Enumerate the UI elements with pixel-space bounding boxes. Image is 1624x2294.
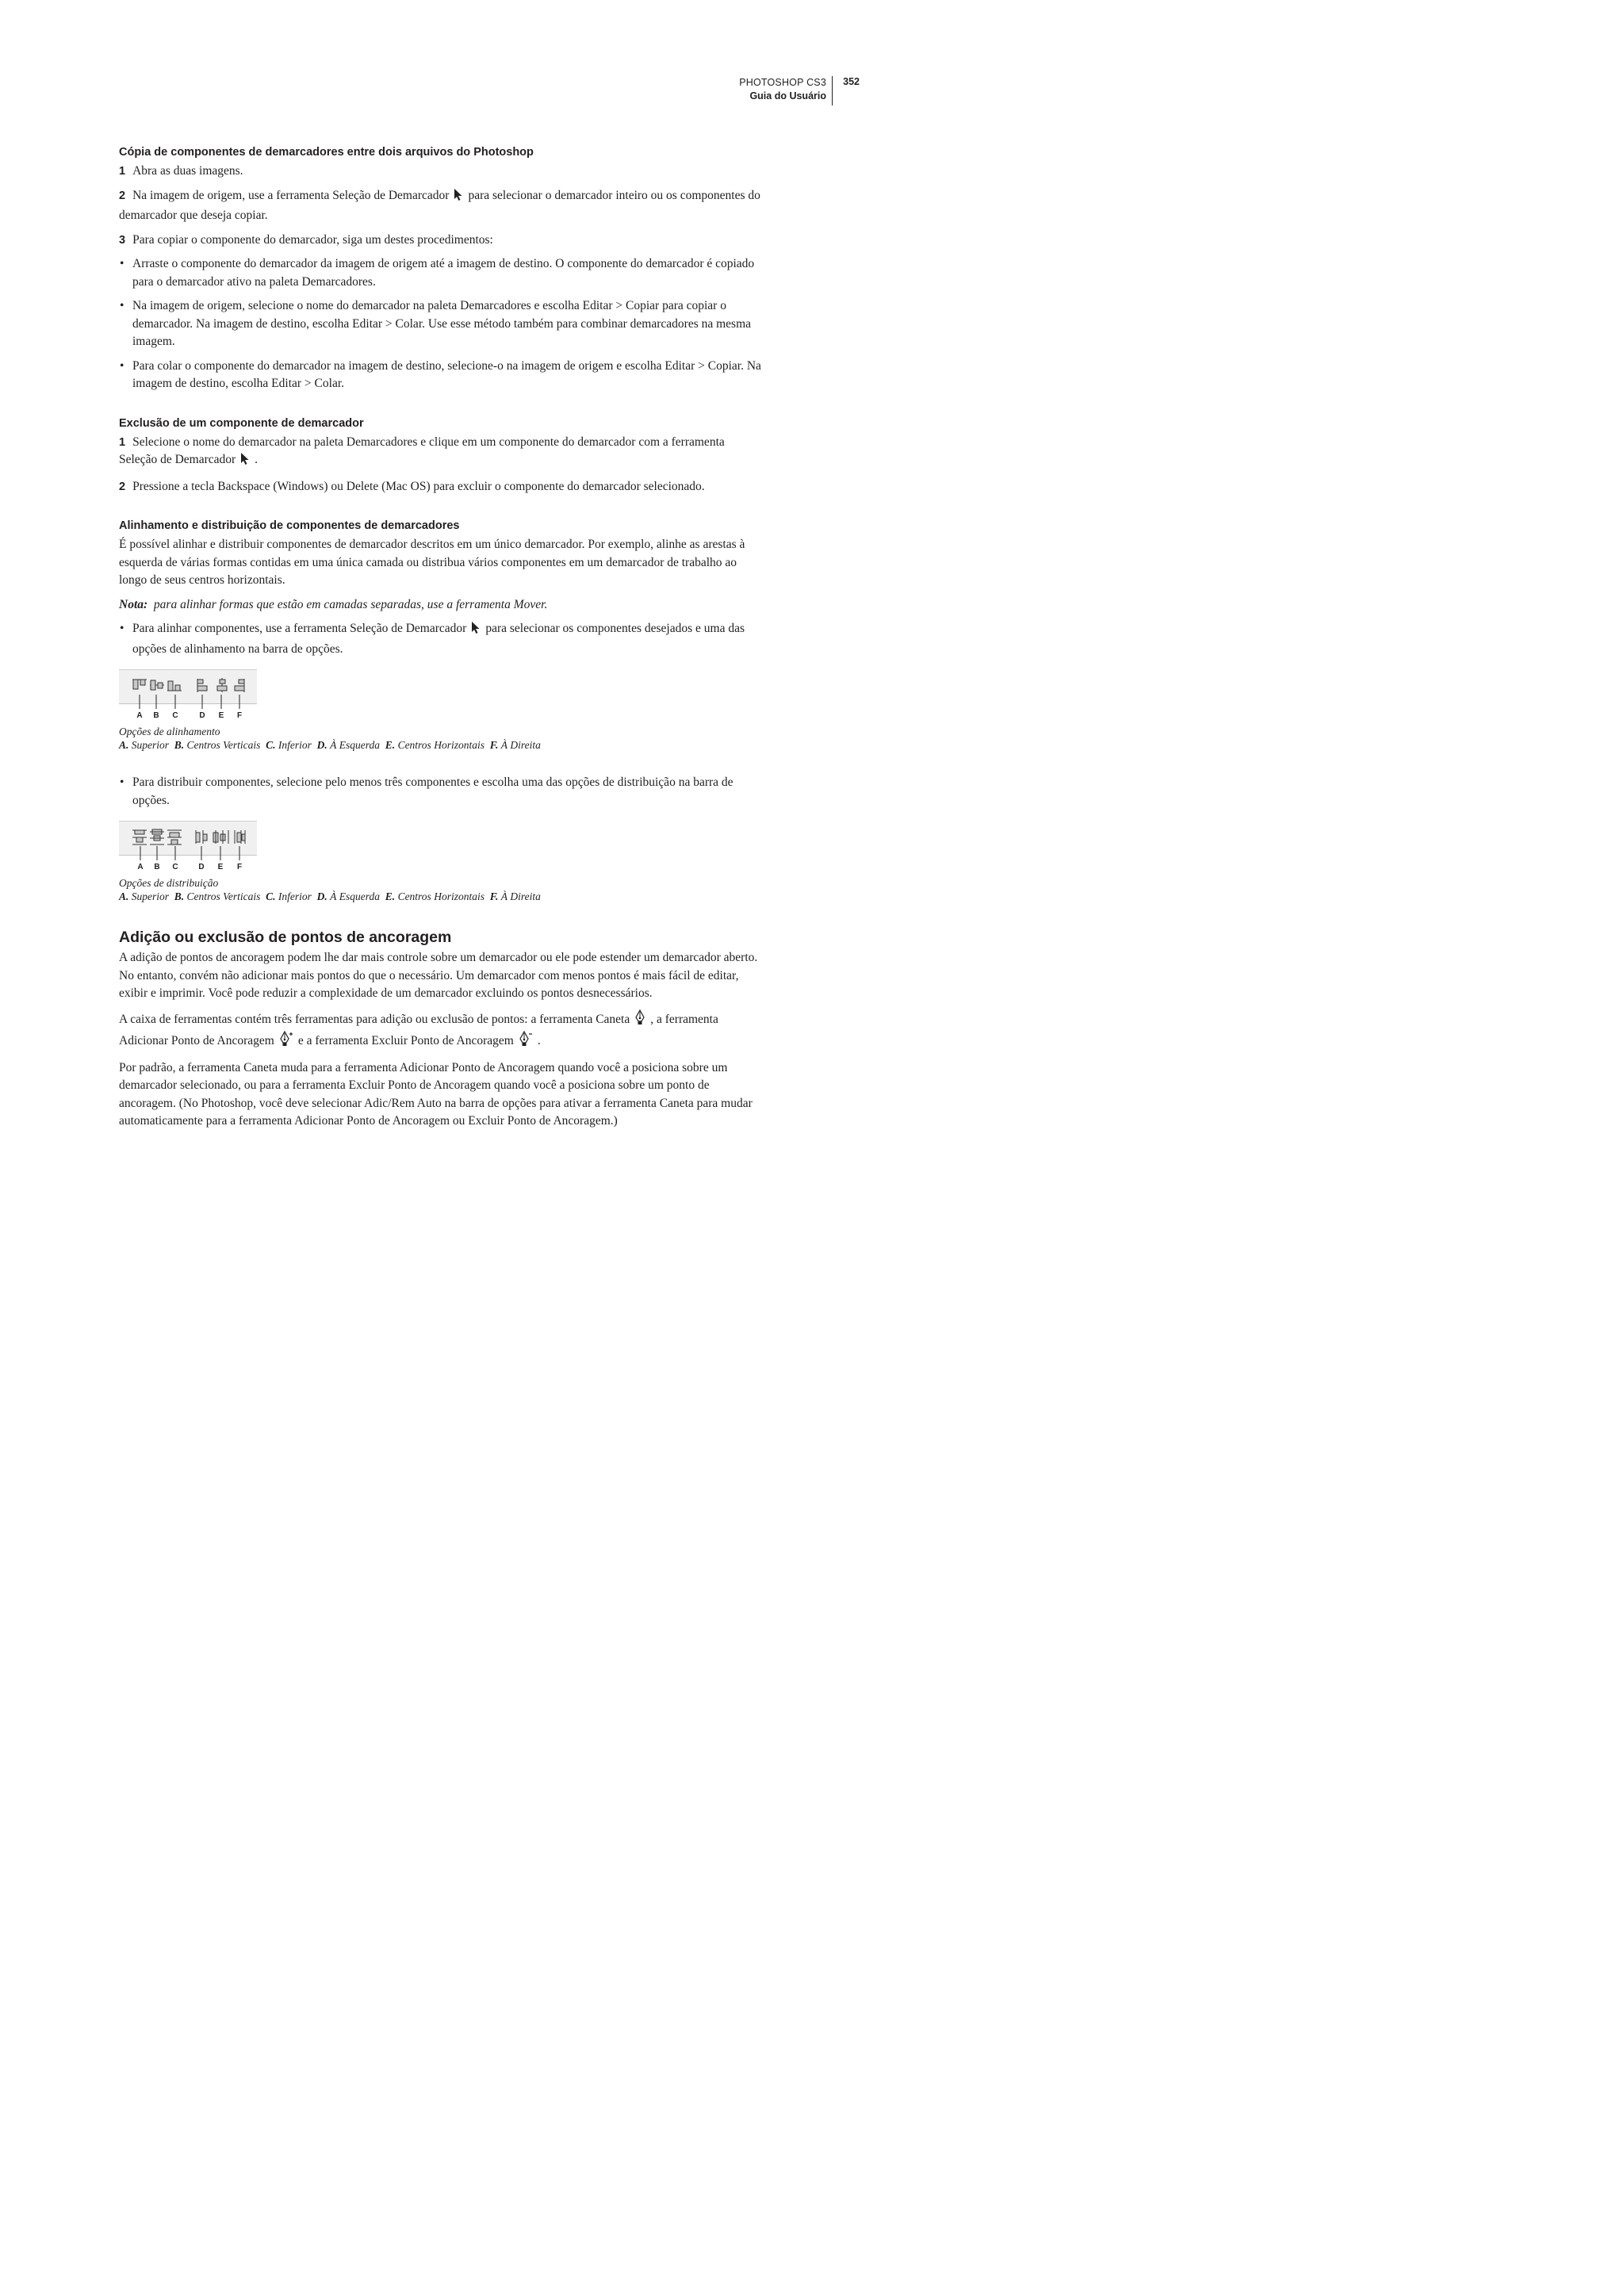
section-intro: É possível alinhar e distribuir componentes de demarcador descritos em um único demarcador. Por exemplo, alinhe as arestas à esquerda de várias formas contidas em uma única camada ou distribua vários componentes em um demarcador de trabalho ao longo de seus centros horizontais. (119, 538, 745, 587)
paragraph: Por padrão, a ferramenta Caneta muda para a ferramenta Adicionar Ponto de Ancoragem quando você a posiciona sobre um demarcador selecionado, ou para a ferramenta Excluir Ponto de Ancoragem quando você a posiciona sobre um ponto de ancoragem. (No Photoshop, você deve selecionar Adic/Rem Auto na barra de opções para ativar a ferramenta Caneta para mudar automaticamente para a ferramenta Adicionar Ponto de Ancoragem ou Excluir Ponto de Ancoragem.) (119, 1060, 753, 1128)
step-1: 1 Abra as duas imagens. (119, 164, 243, 178)
distribution-options-figure (119, 821, 259, 876)
align-right-icon (235, 679, 244, 692)
path-selection-arrow-icon (454, 188, 463, 208)
callout-label: F (236, 711, 243, 720)
distribute-bottom-icon (167, 830, 182, 844)
path-selection-arrow-icon (471, 621, 481, 641)
delete-anchor-point-icon (519, 1031, 533, 1053)
callout-label: A (137, 863, 144, 871)
align-horizontal-centers-icon (217, 678, 227, 692)
align-top-icon (132, 680, 147, 689)
callout-label: E (217, 863, 224, 871)
align-left-icon (197, 679, 207, 692)
paragraph: A adição de pontos de ancoragem podem lhe dar mais controle sobre um demarcador ou ele pode estender um demarcador aberto. No entanto, convém não adicionar mais pontos do que o necessário. Um demarcador com menos pontos é mais fácil de editar, exibir e imprimir. Você pode reduzir a complexidade de um demarcador excluindo os pontos desnecessários. (119, 951, 758, 1000)
align-bottom-icon (167, 681, 182, 691)
section-heading-delete-component: Exclusão de um componente de demarcador (119, 416, 364, 430)
header-divider (832, 76, 833, 105)
distribute-horizontal-centers-icon (213, 830, 228, 844)
figure-caption-title: Opções de distribuição (119, 877, 219, 889)
callout-label: D (199, 711, 205, 720)
distribute-vertical-centers-icon (150, 829, 164, 844)
paragraph: A caixa de ferramentas contém três ferramentas para adição ou exclusão de pontos: a ferramenta Caneta , a ferramenta Adicionar Ponto de Ancoragem e a ferramenta Excluir Ponto de Ancoragem . (119, 1009, 761, 1053)
distribute-left-icon (196, 830, 207, 844)
path-selection-arrow-icon (240, 452, 250, 472)
running-header (739, 76, 860, 103)
page-body (119, 144, 761, 1131)
header-guide: Guia do Usuário (749, 90, 826, 101)
note: Nota: para alinhar formas que estão em camadas separadas, use a ferramenta Mover. (119, 597, 548, 611)
callout-label: C (172, 711, 178, 720)
section-heading-anchor-points: Adição ou exclusão de pontos de ancoragem (119, 929, 452, 946)
figure-caption-legend: A. Superior B. Centros Verticais C. Inferior D. À Esquerda E. Centros Horizontais F. À Direita (119, 739, 541, 751)
bullet-item: • Para distribuir componentes, selecione pelo menos três componentes e escolha uma das opções de distribuição na barra de opções. (120, 776, 733, 807)
callout-label: C (172, 863, 178, 871)
distribute-right-icon (235, 830, 245, 844)
figure-caption-title: Opções de alinhamento (119, 726, 220, 737)
document-page (0, 0, 880, 1243)
callout-label: B (153, 711, 159, 720)
bullet-item: • Arraste o componente do demarcador da imagem de origem até a imagem de destino. O componente do demarcador é copiado para o demarcador ativo na paleta Demarcadores. (120, 257, 755, 289)
callout-label: E (218, 711, 224, 720)
bullet-item: • Para alinhar componentes, use a ferramenta Seleção de Demarcador para selecionar os componentes desejados e uma das opções de alinhamento na barra de opções. (120, 622, 745, 656)
bullet-item: • Para colar o componente do demarcador na imagem de destino, selecione-o na imagem de origem e escolha Editar > Copiar. Na imagem de destino, escolha Editar > Colar. (120, 358, 761, 390)
header-product: PHOTOSHOP CS3 (739, 77, 826, 88)
add-anchor-point-icon (279, 1031, 293, 1053)
align-vertical-centers-icon (150, 680, 164, 690)
distribution-icons (119, 821, 259, 865)
bullet-item: • Na imagem de origem, selecione o nome do demarcador na paleta Demarcadores e escolha Editar > Copiar para copiar o demarcador. Na imagem de destino, escolha Editar > Colar. Use esse método também para combinar demarcadores na mesma imagem. (120, 299, 752, 348)
callout-label: F (236, 863, 243, 871)
callout-label: A (136, 711, 143, 720)
step-2: 2 Na imagem de origem, use a ferramenta Seleção de Demarcador para selecionar o demarcador inteiro ou os componentes do demarcador que deseja copiar. (119, 188, 760, 222)
step-2: 2 Pressione a tecla Backspace (Windows) ou Delete (Mac OS) para excluir o componente do demarcador selecionado. (119, 479, 705, 493)
step-3: 3 Para copiar o componente do demarcador, siga um destes procedimentos: (119, 232, 493, 247)
alignment-icons (119, 669, 259, 714)
alignment-options-figure (119, 669, 259, 725)
figure-caption-legend: A. Superior B. Centros Verticais C. Inferior D. À Esquerda E. Centros Horizontais F. À Direita (119, 890, 541, 902)
section-heading-align-distribute: Alinhamento e distribuição de componentes de demarcadores (119, 519, 460, 532)
distribute-top-icon (132, 830, 147, 844)
callout-label: B (154, 863, 160, 871)
step-1: 1 Selecione o nome do demarcador na paleta Demarcadores e clique em um componente do demarcador com a ferramenta Seleção de Demarcador . (119, 434, 761, 472)
pen-tool-icon (634, 1009, 645, 1032)
page-number: 352 (843, 76, 860, 87)
callout-label: D (198, 863, 205, 871)
section-heading-copy-paths: Cópia de componentes de demarcadores entre dois arquivos do Photoshop (119, 146, 534, 159)
